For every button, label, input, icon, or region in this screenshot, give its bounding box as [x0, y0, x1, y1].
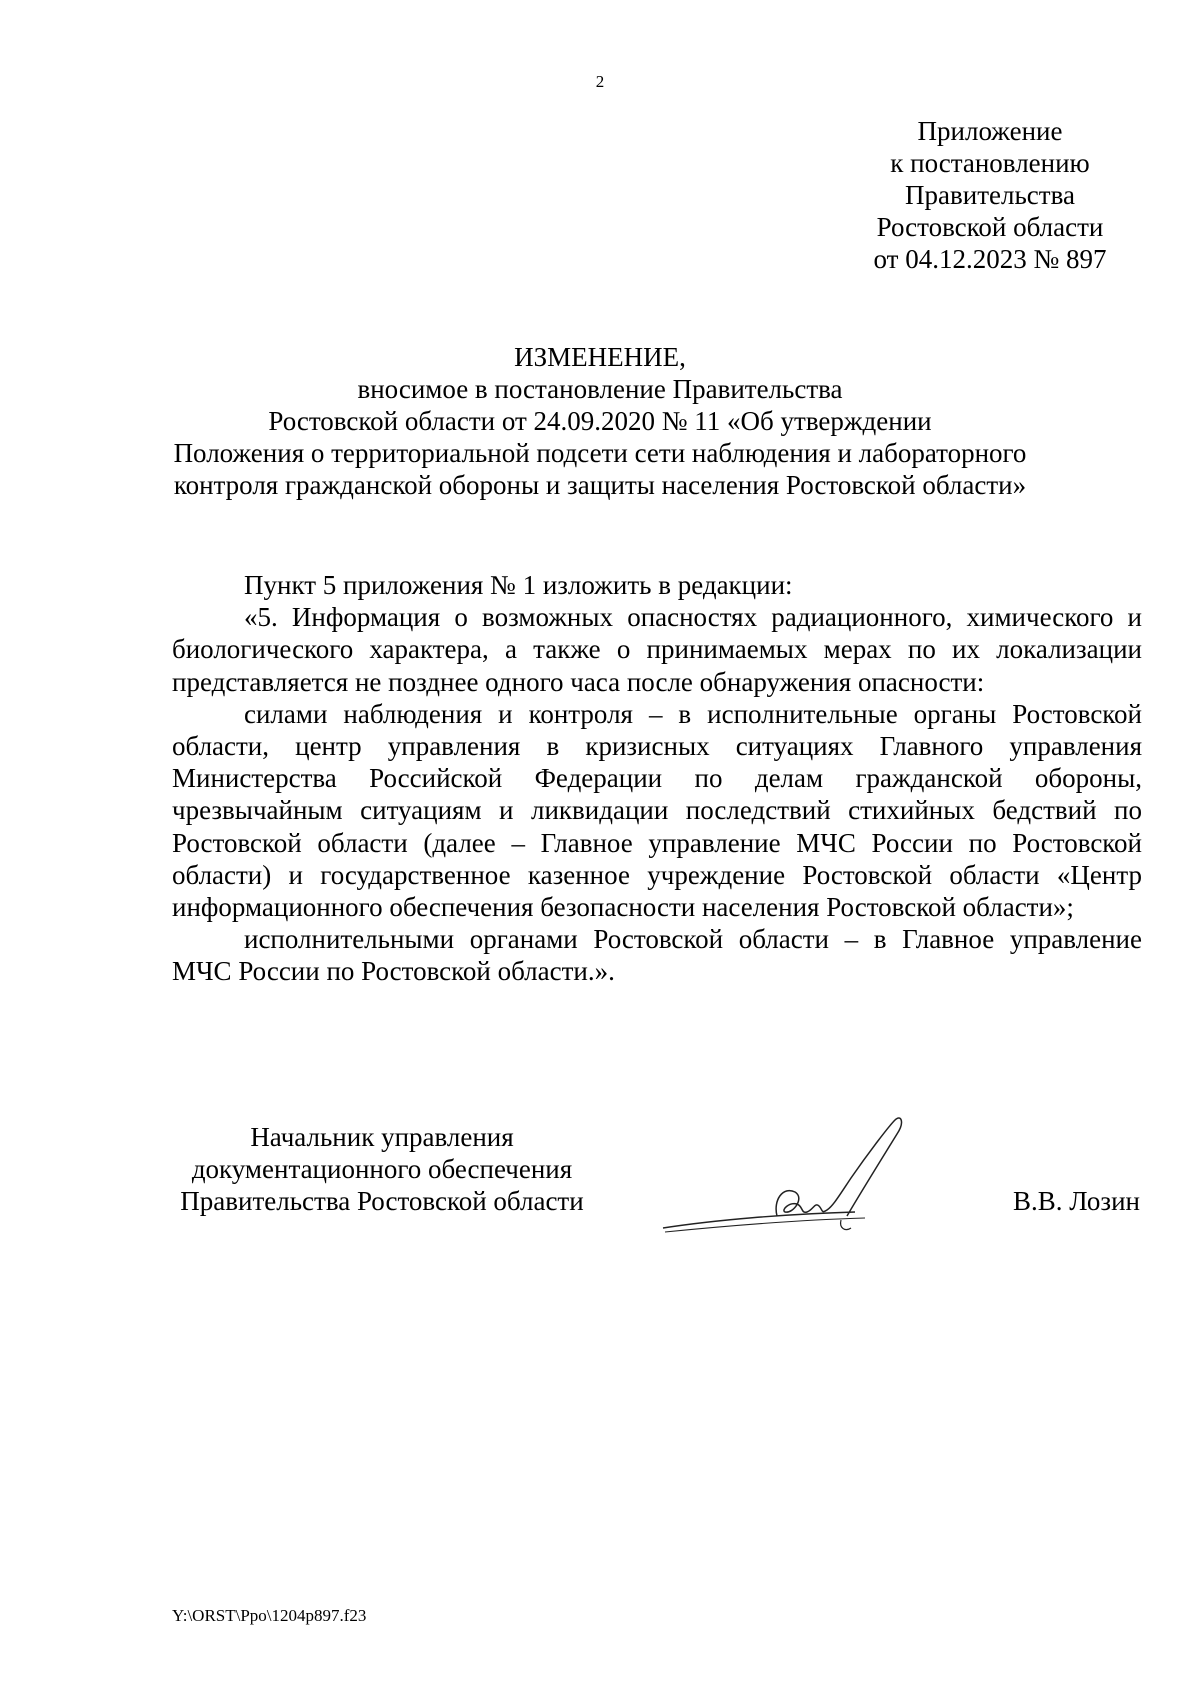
appendix-line: Ростовской области: [876, 212, 1104, 242]
signer-position: [172, 1121, 592, 1217]
signer-name: В.В. Лозин: [1013, 1186, 1140, 1216]
title-line: Положения о территориальной подсети сети наблюдения и лабораторного: [173, 438, 1027, 468]
body-paragraph: исполнительными органами Ростовской области – в Главное управление МЧС России по Ростовской области.».: [172, 924, 1142, 987]
appendix-line: к постановлению: [890, 148, 1090, 178]
title-heading: ИЗМЕНЕНИЕ,: [514, 342, 686, 372]
file-path: Y:\ORST\Ppo\1204p897.f23: [172, 1606, 367, 1625]
appendix-line: Приложение: [917, 116, 1063, 146]
appendix-block: [840, 115, 1140, 275]
title-line: Ростовской области от 24.09.2020 № 11 «Об утверждении: [268, 406, 932, 436]
appendix-line: Правительства: [905, 180, 1075, 210]
signer-position-line: Начальник управления: [250, 1122, 514, 1152]
page-number: 2: [595, 72, 605, 91]
document-body: [172, 569, 1142, 988]
body-paragraph: Пункт 5 приложения № 1 изложить в редакции:: [244, 570, 793, 600]
document-title: [130, 341, 1070, 501]
signer-position-line: документационного обеспечения: [191, 1154, 573, 1184]
body-paragraph: силами наблюдения и контроля – в исполнительные органы Ростовской области, центр управления в кризисных ситуациях Главного управления Министерства Российской Федерации по делам гражданской обороны, чрезвычайным ситуациям и ликвидации последствий стихийных бедствий по Ростовской области (далее – Главное управление МЧС России по Ростовской области) и государственное казенное учреждение Ростовской области «Центр информационного обеспечения безопасности населения Ростовской области»;: [172, 698, 1142, 923]
body-paragraph: «5. Информация о возможных опасностях радиационного, химического и биологического характера, а также о принимаемых мерах по их локализации представляется не позднее одного часа после обнаружения опасности:: [172, 602, 1142, 697]
appendix-line: от 04.12.2023 № 897: [873, 244, 1107, 274]
title-line: контроля гражданской обороны и защиты населения Ростовской области»: [173, 470, 1027, 500]
signer-position-line: Правительства Ростовской области: [180, 1186, 584, 1216]
handwritten-signature: [655, 1108, 955, 1238]
title-line: вносимое в постановление Правительства: [357, 374, 843, 404]
